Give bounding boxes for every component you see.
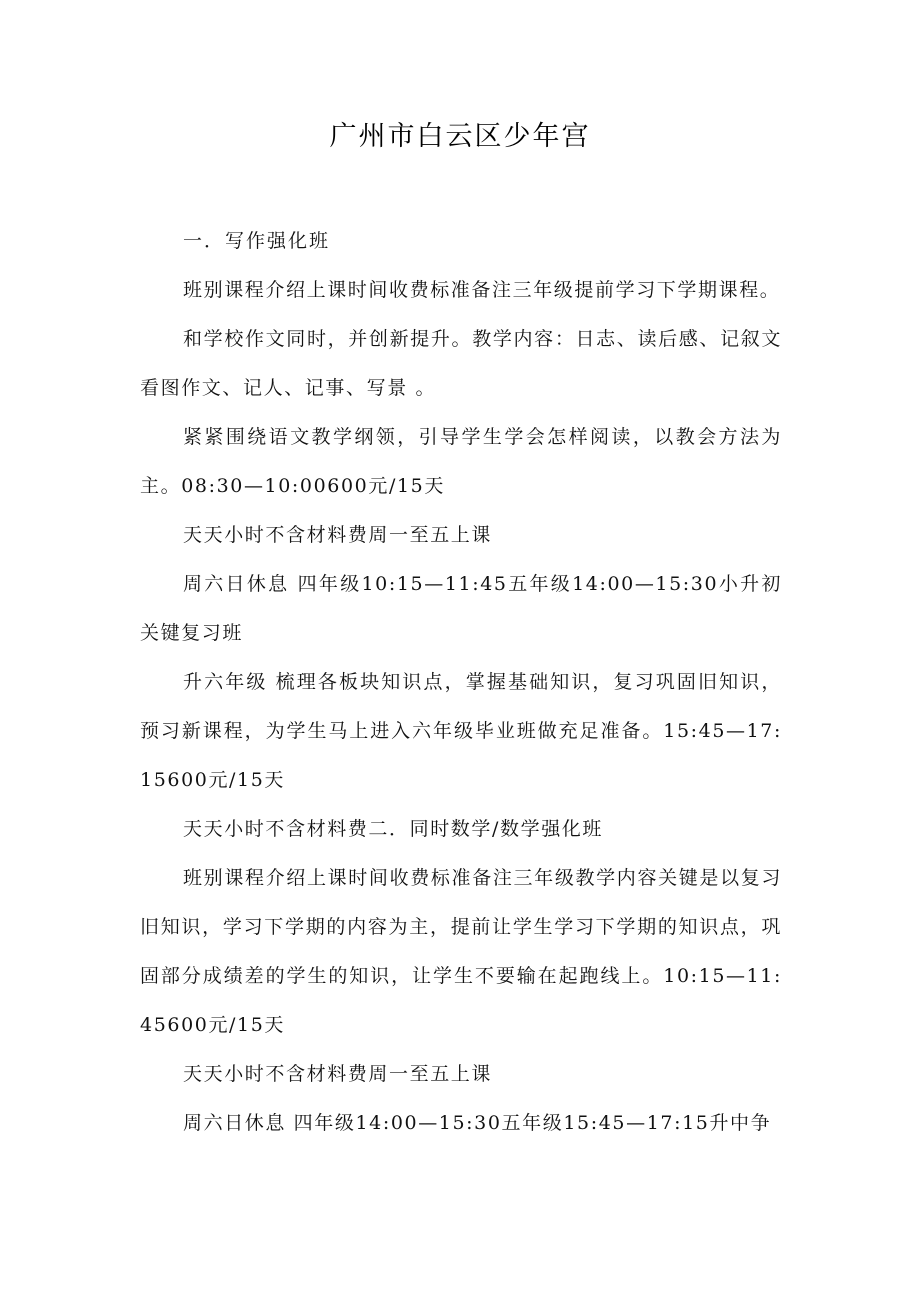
paragraph-schedule-note: 天天小时不含材料费周一至五上课 — [183, 524, 493, 546]
paragraph-math-heading: 天天小时不含材料费二．同时数学/数学强化班 — [183, 818, 604, 840]
section-heading-writing: 一．写作强化班 — [183, 230, 331, 252]
paragraph-class-intro-writing: 班别课程介绍上课时间收费标准备注三年级提前学习下学期课程。 — [183, 279, 781, 301]
document-title: 广州市白云区少年宫 — [329, 121, 591, 152]
paragraph-grade-six-review: 升六年级 梳理各板块知识点，掌握基础知识，复习巩固旧知识，预习新课程，为学生马上进入六年级毕业班做充足准备。15:45—17:15600元/15天 — [140, 671, 782, 791]
document-body — [140, 217, 782, 1148]
paragraph-grade-times: 周六日休息 四年级10:15—11:45五年级14:00—15:30小升初关键复习班 — [140, 573, 782, 644]
paragraph-reading-method: 紧紧围绕语文教学纲领，引导学生学会怎样阅读，以教会方法为主。08:30—10:00600元/15天 — [140, 426, 782, 497]
paragraph-grade-times-math: 周六日休息 四年级14:00—15:30五年级15:45—17:15升中争 — [183, 1112, 772, 1134]
paragraph-class-intro-math: 班别课程介绍上课时间收费标准备注三年级教学内容关键是以复习旧知识，学习下学期的内容为主，提前让学生学习下学期的知识点，巩固部分成绩差的学生的知识，让学生不要输在起跑线上。10:15—11:45600元/15天 — [140, 867, 782, 1036]
paragraph-teaching-content: 和学校作文同时，并创新提升。教学内容：日志、读后感、记叙文 看图作文、记人、记事、写景 。 — [140, 328, 782, 399]
paragraph-schedule-note-math: 天天小时不含材料费周一至五上课 — [183, 1063, 493, 1085]
